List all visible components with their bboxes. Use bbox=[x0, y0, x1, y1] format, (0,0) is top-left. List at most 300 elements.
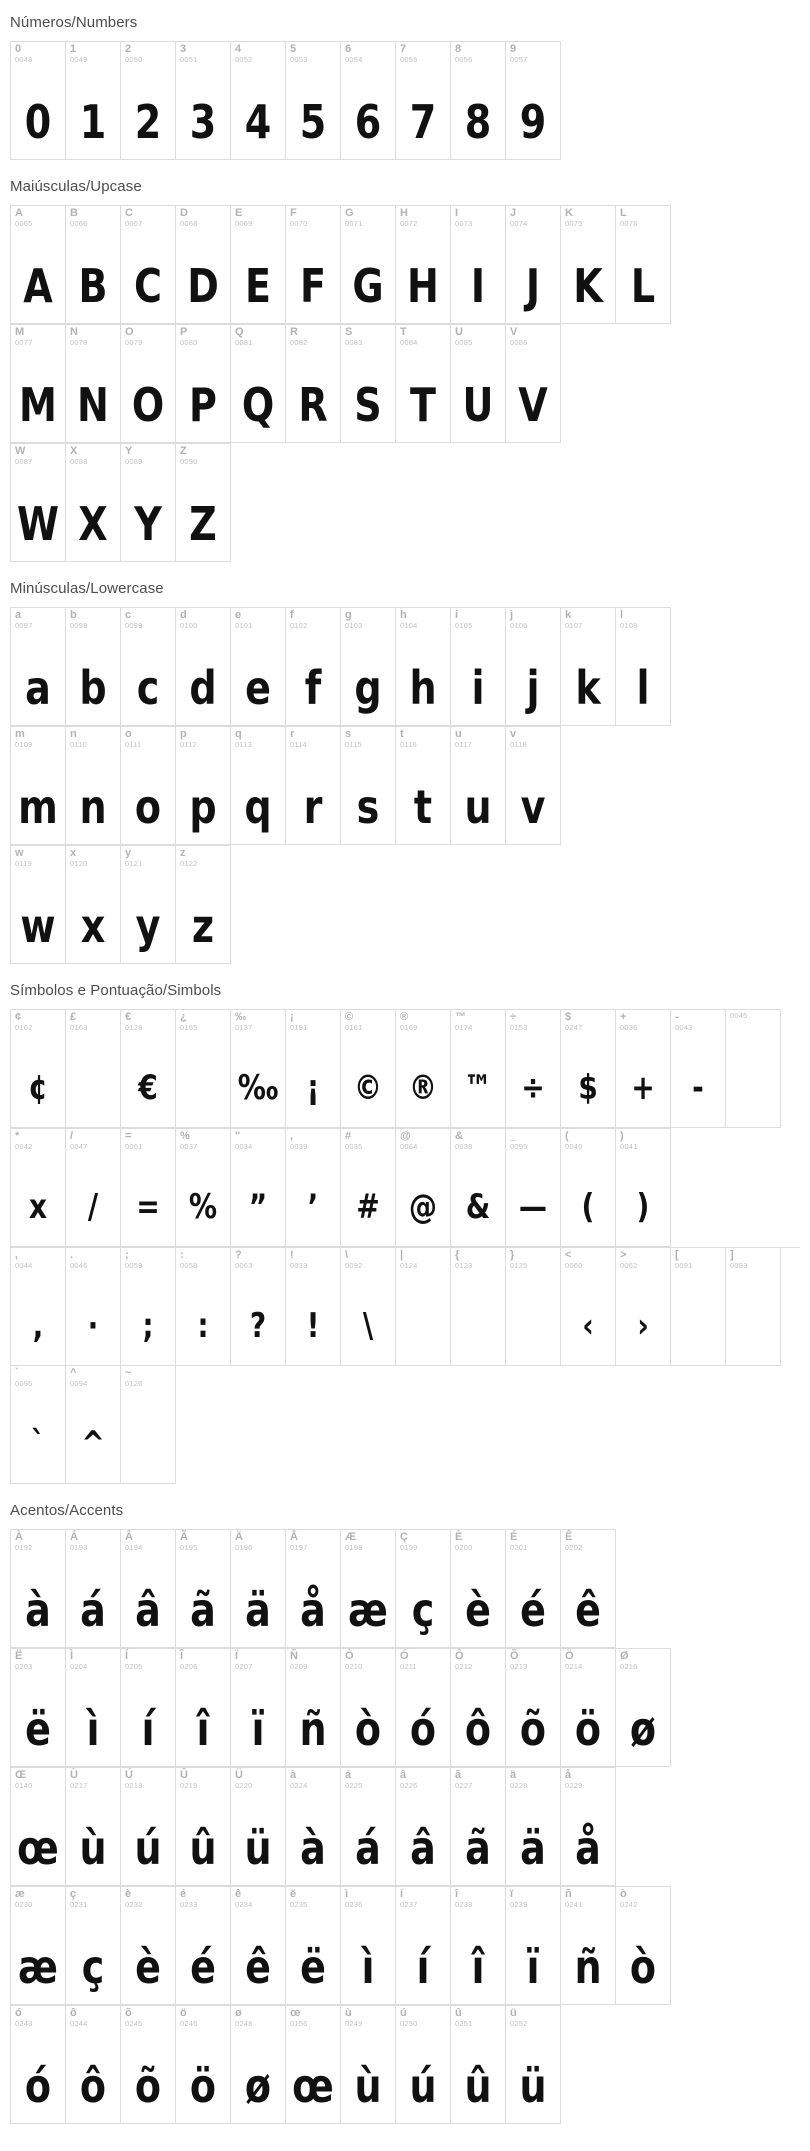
glyph-cell[interactable] bbox=[11, 608, 66, 726]
glyph-cell[interactable] bbox=[451, 2006, 506, 2124]
glyph-code-label: 0126 bbox=[125, 1378, 143, 1388]
glyph-cell[interactable] bbox=[11, 206, 66, 324]
glyph-cell[interactable] bbox=[506, 1887, 561, 2005]
glyph-cell[interactable] bbox=[451, 1530, 506, 1648]
glyph-char-label: í bbox=[400, 1888, 404, 1900]
glyph-cell[interactable] bbox=[66, 846, 121, 964]
glyph-cell[interactable] bbox=[121, 206, 176, 324]
glyph-cell[interactable] bbox=[176, 1649, 231, 1767]
glyph-cell[interactable] bbox=[66, 1129, 121, 1247]
glyph-char-label: Ó bbox=[400, 1650, 409, 1662]
glyph-sample: ü bbox=[519, 2059, 547, 2113]
glyph-cell[interactable] bbox=[396, 1530, 451, 1648]
glyph-cell[interactable] bbox=[11, 727, 66, 845]
glyph-code-label: 0245 bbox=[125, 2018, 143, 2028]
glyph-cell[interactable] bbox=[231, 1768, 286, 1886]
glyph-sample: á bbox=[80, 1583, 106, 1637]
glyph-cell[interactable] bbox=[121, 325, 176, 443]
glyph-cell[interactable] bbox=[396, 2006, 451, 2124]
glyph-meta bbox=[565, 610, 583, 629]
glyph-meta bbox=[70, 446, 88, 465]
glyph-cell[interactable] bbox=[286, 1129, 341, 1247]
glyph-char-label: z bbox=[180, 847, 186, 859]
glyph-code-label: 0230 bbox=[15, 1899, 33, 1909]
glyph-cell[interactable] bbox=[66, 444, 121, 562]
glyph-code-label: 0237 bbox=[400, 1899, 418, 1909]
glyph-sample: ñ bbox=[574, 1940, 602, 1994]
section-lowercase bbox=[10, 566, 800, 964]
glyph-meta bbox=[455, 44, 473, 63]
glyph-meta bbox=[290, 208, 308, 227]
glyph-cell[interactable] bbox=[341, 1768, 396, 1886]
glyph-char-label: Ô bbox=[455, 1650, 464, 1662]
glyph-cell[interactable] bbox=[616, 1129, 671, 1247]
glyph-meta bbox=[70, 729, 87, 748]
glyph-cell[interactable] bbox=[506, 325, 561, 443]
glyph-char-label: ü bbox=[510, 2007, 517, 2019]
glyph-char-label: m bbox=[15, 728, 25, 740]
glyph-cell[interactable] bbox=[506, 1129, 561, 1247]
glyph-char-label: = bbox=[125, 1130, 132, 1142]
glyph-meta bbox=[125, 1532, 143, 1551]
glyph-sample: V bbox=[518, 378, 548, 432]
glyph-char-label: a bbox=[15, 609, 22, 621]
glyph-cell[interactable] bbox=[11, 1649, 66, 1767]
glyph-code-label: 0224 bbox=[290, 1780, 308, 1790]
glyph-meta bbox=[345, 1012, 363, 1031]
glyph-cell[interactable] bbox=[396, 1129, 451, 1247]
glyph-cell[interactable] bbox=[11, 1887, 66, 2005]
glyph-code-label: 0067 bbox=[125, 218, 143, 228]
glyph-char-label: ^ bbox=[70, 1367, 77, 1379]
glyph-cell[interactable] bbox=[561, 1887, 616, 2005]
glyph-cell[interactable] bbox=[561, 1248, 616, 1366]
glyph-cell[interactable] bbox=[451, 1010, 506, 1128]
glyph-cell[interactable] bbox=[121, 1649, 176, 1767]
glyph-sample: ö bbox=[189, 2059, 217, 2113]
glyph-meta bbox=[235, 44, 253, 63]
glyph-meta bbox=[620, 1250, 638, 1269]
glyph-sample: J bbox=[525, 259, 541, 313]
glyph-cell[interactable] bbox=[176, 2006, 231, 2124]
glyph-cell[interactable] bbox=[121, 1248, 176, 1366]
glyph-cell[interactable] bbox=[11, 1366, 66, 1484]
glyph-code-label: 0107 bbox=[565, 620, 583, 630]
glyph-cell[interactable] bbox=[231, 325, 286, 443]
glyph-char-label: + bbox=[620, 1011, 627, 1023]
glyph-cell[interactable] bbox=[176, 608, 231, 726]
glyph-cell[interactable] bbox=[11, 325, 66, 443]
glyph-code-label: 0089 bbox=[125, 456, 143, 466]
glyph-cell[interactable] bbox=[506, 1010, 561, 1128]
glyph-cell[interactable] bbox=[396, 42, 451, 160]
glyph-cell[interactable] bbox=[286, 206, 341, 324]
glyph-code-label: 0227 bbox=[455, 1780, 473, 1790]
glyph-cell[interactable] bbox=[176, 206, 231, 324]
glyph-cell[interactable] bbox=[11, 444, 66, 562]
glyph-cell[interactable] bbox=[11, 1530, 66, 1648]
glyph-code-label: 0193 bbox=[70, 1542, 88, 1552]
glyph-cell[interactable] bbox=[231, 1248, 286, 1366]
glyph-cell[interactable] bbox=[176, 325, 231, 443]
glyph-cell[interactable] bbox=[66, 1530, 121, 1648]
glyph-char-label: B bbox=[70, 207, 78, 219]
glyph-cell[interactable] bbox=[231, 608, 286, 726]
glyph-cell[interactable] bbox=[506, 206, 561, 324]
glyph-cell[interactable] bbox=[66, 325, 121, 443]
glyph-cell[interactable] bbox=[451, 1649, 506, 1767]
glyph-cell[interactable] bbox=[121, 608, 176, 726]
glyph-char-label: q bbox=[235, 728, 242, 740]
glyph-cell[interactable] bbox=[451, 325, 506, 443]
glyph-char-label: P bbox=[180, 326, 188, 338]
glyph-cell[interactable] bbox=[286, 325, 341, 443]
glyph-cell[interactable] bbox=[121, 1887, 176, 2005]
glyph-sample: R bbox=[298, 378, 328, 432]
glyph-cell[interactable] bbox=[176, 1248, 231, 1366]
glyph-cell[interactable] bbox=[451, 608, 506, 726]
glyph-char-label: ì bbox=[345, 1888, 349, 1900]
glyph-cell[interactable] bbox=[396, 727, 451, 845]
glyph-meta bbox=[70, 208, 88, 227]
glyph-code-label: 0124 bbox=[400, 1260, 418, 1270]
glyph-meta bbox=[400, 1889, 418, 1908]
glyph-cell[interactable] bbox=[506, 727, 561, 845]
glyph-cell[interactable] bbox=[396, 1649, 451, 1767]
glyph-sample: è bbox=[135, 1940, 161, 1994]
glyph-cell[interactable] bbox=[286, 2006, 341, 2124]
glyph-sample: l bbox=[636, 661, 650, 715]
glyph-code-label: 0033 bbox=[290, 1260, 308, 1270]
glyph-char-label: K bbox=[565, 207, 573, 219]
glyph-cell[interactable] bbox=[66, 1366, 121, 1484]
glyph-meta bbox=[235, 729, 252, 748]
glyph-cell[interactable] bbox=[66, 727, 121, 845]
glyph-cell[interactable] bbox=[176, 1768, 231, 1886]
glyph-code-label: 0105 bbox=[455, 620, 473, 630]
glyph-char-label: G bbox=[345, 207, 354, 219]
glyph-sample: 9 bbox=[519, 95, 547, 149]
glyph-char-label: R bbox=[290, 326, 298, 338]
glyph-char-label: Œ bbox=[15, 1769, 26, 1781]
glyph-cell[interactable] bbox=[561, 1010, 616, 1128]
glyph-char-label: ö bbox=[180, 2007, 187, 2019]
glyph-cell[interactable] bbox=[231, 1649, 286, 1767]
glyph-sample: W bbox=[16, 497, 60, 551]
glyph-cell[interactable] bbox=[616, 1248, 671, 1366]
glyph-cell[interactable] bbox=[396, 1887, 451, 2005]
glyph-code-label: 0042 bbox=[15, 1141, 33, 1151]
glyph-char-label: ë bbox=[290, 1888, 297, 1900]
glyph-cell[interactable] bbox=[451, 42, 506, 160]
glyph-cell[interactable] bbox=[176, 1887, 231, 2005]
glyph-meta bbox=[455, 1770, 473, 1789]
glyph-meta bbox=[345, 327, 363, 346]
glyph-meta bbox=[180, 1012, 198, 1031]
glyph-cell[interactable] bbox=[506, 1248, 561, 1366]
glyph-cell[interactable] bbox=[11, 2006, 66, 2124]
glyph-sample: 8 bbox=[464, 95, 492, 149]
glyph-code-label: 0046 bbox=[70, 1260, 88, 1270]
glyph-meta bbox=[565, 1250, 583, 1269]
glyph-cell[interactable] bbox=[341, 608, 396, 726]
glyph-sample: ë bbox=[300, 1940, 326, 1994]
glyph-char-label: I bbox=[455, 207, 459, 219]
glyph-cell[interactable] bbox=[66, 608, 121, 726]
glyph-cell[interactable] bbox=[231, 1530, 286, 1648]
glyph-cell[interactable] bbox=[66, 1649, 121, 1767]
glyph-cell[interactable] bbox=[231, 206, 286, 324]
glyph-cell[interactable] bbox=[121, 1129, 176, 1247]
glyph-code-label: 0252 bbox=[510, 2018, 528, 2028]
glyph-cell[interactable] bbox=[506, 1649, 561, 1767]
glyph-code-label: 0121 bbox=[125, 858, 143, 868]
glyph-code-label: 0216 bbox=[620, 1661, 638, 1671]
glyph-sample: ô bbox=[79, 2059, 107, 2113]
glyph-code-label: 0102 bbox=[290, 620, 308, 630]
glyph-code-label: 0040 bbox=[565, 1141, 583, 1151]
glyph-cell[interactable] bbox=[11, 846, 66, 964]
glyph-char-label: U bbox=[455, 326, 463, 338]
glyph-cell[interactable] bbox=[506, 42, 561, 160]
glyph-meta bbox=[345, 1250, 363, 1269]
glyph-cell[interactable] bbox=[341, 206, 396, 324]
glyph-cell[interactable] bbox=[121, 1366, 176, 1484]
glyph-meta bbox=[125, 1770, 143, 1789]
glyph-row bbox=[10, 1886, 671, 2005]
glyph-cell[interactable] bbox=[451, 1768, 506, 1886]
glyph-cell[interactable] bbox=[121, 2006, 176, 2124]
glyph-cell[interactable] bbox=[451, 206, 506, 324]
glyph-cell[interactable] bbox=[451, 1129, 506, 1247]
glyph-code-label: 0035 bbox=[345, 1141, 363, 1151]
glyph-sample: s bbox=[356, 780, 380, 834]
glyph-char-label: A bbox=[15, 207, 23, 219]
glyph-cell[interactable] bbox=[66, 1010, 121, 1128]
glyph-cell[interactable] bbox=[671, 1010, 726, 1128]
glyph-cell[interactable] bbox=[231, 42, 286, 160]
glyph-cell[interactable] bbox=[561, 1768, 616, 1886]
glyph-cell[interactable] bbox=[506, 1530, 561, 1648]
glyph-cell[interactable] bbox=[451, 1887, 506, 2005]
glyph-meta bbox=[565, 1012, 583, 1031]
glyph-meta bbox=[15, 1250, 33, 1269]
glyph-cell[interactable] bbox=[121, 1530, 176, 1648]
glyph-sample: % bbox=[188, 1187, 218, 1227]
glyph-cell[interactable] bbox=[286, 608, 341, 726]
glyph-cell[interactable] bbox=[341, 1530, 396, 1648]
glyph-sample: 6 bbox=[354, 95, 382, 149]
glyph-char-label: 6 bbox=[345, 43, 352, 55]
glyph-char-label: T bbox=[400, 326, 407, 338]
sections-container bbox=[10, 0, 800, 2124]
glyph-sample: Q bbox=[241, 378, 275, 432]
glyph-cell[interactable] bbox=[176, 727, 231, 845]
glyph-cell[interactable] bbox=[561, 206, 616, 324]
glyph-meta bbox=[455, 1532, 473, 1551]
glyph-code-label: 0063 bbox=[235, 1260, 253, 1270]
glyph-cell[interactable] bbox=[726, 1010, 781, 1128]
glyph-cell[interactable] bbox=[616, 1010, 671, 1128]
glyph-cell[interactable] bbox=[176, 1010, 231, 1128]
glyph-cell[interactable] bbox=[396, 608, 451, 726]
glyph-cell[interactable] bbox=[176, 444, 231, 562]
glyph-cell[interactable] bbox=[396, 206, 451, 324]
glyph-cell[interactable] bbox=[11, 42, 66, 160]
glyph-sample: ) bbox=[636, 1187, 650, 1227]
glyph-char-label: . bbox=[70, 1249, 74, 1261]
glyph-meta bbox=[620, 610, 638, 629]
glyph-sample: A bbox=[23, 259, 53, 313]
glyph-cell[interactable] bbox=[11, 1010, 66, 1128]
glyph-cell[interactable] bbox=[561, 1649, 616, 1767]
glyph-sample: ã bbox=[465, 1821, 491, 1875]
glyph-cell[interactable] bbox=[66, 1248, 121, 1366]
glyph-cell[interactable] bbox=[121, 1010, 176, 1128]
glyph-cell[interactable] bbox=[231, 1887, 286, 2005]
glyph-cell[interactable] bbox=[616, 1887, 671, 2005]
glyph-code-label: 0213 bbox=[510, 1661, 528, 1671]
glyph-sample: ò bbox=[629, 1940, 657, 1994]
glyph-cell[interactable] bbox=[286, 1010, 341, 1128]
glyph-sample: ï bbox=[251, 1702, 265, 1756]
glyph-meta bbox=[70, 610, 88, 629]
glyph-cell[interactable] bbox=[231, 1129, 286, 1247]
glyph-cell[interactable] bbox=[66, 42, 121, 160]
glyph-cell[interactable] bbox=[341, 1010, 396, 1128]
glyph-cell[interactable] bbox=[11, 1129, 66, 1247]
glyph-cell[interactable] bbox=[561, 1530, 616, 1648]
glyph-cell[interactable] bbox=[341, 727, 396, 845]
glyph-char-label: Ï bbox=[235, 1650, 239, 1662]
glyph-code-label: 0234 bbox=[235, 1899, 253, 1909]
glyph-cell[interactable] bbox=[176, 1530, 231, 1648]
glyph-cell[interactable] bbox=[121, 42, 176, 160]
glyph-code-label: 0209 bbox=[290, 1661, 308, 1671]
glyph-meta bbox=[345, 1770, 363, 1789]
glyph-cell[interactable] bbox=[506, 1768, 561, 1886]
glyph-row bbox=[10, 1128, 671, 1247]
glyph-cell[interactable] bbox=[561, 608, 616, 726]
glyph-cell[interactable] bbox=[66, 1887, 121, 2005]
glyph-cell[interactable] bbox=[286, 1887, 341, 2005]
glyph-char-label: ú bbox=[400, 2007, 407, 2019]
glyph-cell[interactable] bbox=[11, 1248, 66, 1366]
glyph-cell[interactable] bbox=[451, 727, 506, 845]
glyph-cell[interactable] bbox=[726, 1248, 781, 1366]
glyph-cell[interactable] bbox=[176, 1129, 231, 1247]
glyph-meta bbox=[125, 610, 143, 629]
glyph-cell[interactable] bbox=[176, 846, 231, 964]
glyph-cell[interactable] bbox=[121, 846, 176, 964]
glyph-meta bbox=[565, 1889, 583, 1908]
glyph-cell[interactable] bbox=[121, 727, 176, 845]
glyph-cell[interactable] bbox=[341, 325, 396, 443]
glyph-code-label: 0250 bbox=[400, 2018, 418, 2028]
glyph-meta bbox=[180, 2008, 198, 2027]
glyph-cell[interactable] bbox=[66, 2006, 121, 2124]
glyph-cell[interactable] bbox=[231, 1010, 286, 1128]
glyph-cell[interactable] bbox=[396, 1010, 451, 1128]
glyph-cell[interactable] bbox=[286, 1530, 341, 1648]
glyph-meta bbox=[400, 1250, 418, 1269]
glyph-meta bbox=[455, 1889, 473, 1908]
glyph-cell[interactable] bbox=[341, 2006, 396, 2124]
glyph-meta bbox=[620, 1651, 638, 1670]
glyph-cell[interactable] bbox=[66, 1768, 121, 1886]
glyph-cell[interactable] bbox=[451, 1248, 506, 1366]
glyph-code-label: 0117 bbox=[455, 739, 472, 749]
glyph-cell[interactable] bbox=[506, 2006, 561, 2124]
glyph-char-label: % bbox=[180, 1130, 190, 1142]
glyph-meta bbox=[620, 208, 638, 227]
glyph-sample: H bbox=[407, 259, 439, 313]
glyph-cell[interactable] bbox=[286, 1768, 341, 1886]
glyph-char-label: H bbox=[400, 207, 408, 219]
glyph-code-label: 0231 bbox=[70, 1899, 88, 1909]
glyph-cell[interactable] bbox=[341, 1248, 396, 1366]
glyph-cell[interactable] bbox=[286, 727, 341, 845]
glyph-cell[interactable] bbox=[66, 206, 121, 324]
glyph-code-label: 0053 bbox=[290, 54, 308, 64]
glyph-cell[interactable] bbox=[616, 206, 671, 324]
glyph-code-label: 0125 bbox=[510, 1260, 528, 1270]
glyph-cell[interactable] bbox=[341, 1129, 396, 1247]
glyph-cell[interactable] bbox=[121, 1768, 176, 1886]
glyph-meta bbox=[15, 1368, 33, 1387]
glyph-cell[interactable] bbox=[506, 608, 561, 726]
glyph-meta bbox=[345, 1131, 363, 1150]
glyph-sample: - bbox=[692, 1068, 704, 1108]
glyph-char-label: ä bbox=[510, 1769, 517, 1781]
glyph-char-label: " bbox=[235, 1130, 241, 1142]
glyph-char-label: v bbox=[510, 728, 517, 740]
glyph-sample: æ bbox=[18, 1940, 58, 1994]
glyph-cell[interactable] bbox=[231, 727, 286, 845]
glyph-code-label: 0043 bbox=[675, 1022, 693, 1032]
glyph-code-label: 0206 bbox=[180, 1661, 198, 1671]
glyph-cell[interactable] bbox=[396, 1248, 451, 1366]
glyph-code-label: 0113 bbox=[235, 739, 252, 749]
glyph-cell[interactable] bbox=[286, 1649, 341, 1767]
glyph-cell[interactable] bbox=[286, 1248, 341, 1366]
glyph-cell[interactable] bbox=[121, 444, 176, 562]
glyph-cell[interactable] bbox=[286, 42, 341, 160]
glyph-sample: õ bbox=[519, 1702, 547, 1756]
glyph-cell[interactable] bbox=[11, 1768, 66, 1886]
glyph-row bbox=[10, 845, 231, 964]
glyph-sample: L bbox=[630, 259, 656, 313]
glyph-code-label: 0108 bbox=[620, 620, 638, 630]
glyph-meta bbox=[15, 1889, 33, 1908]
glyph-cell[interactable] bbox=[341, 1649, 396, 1767]
glyph-meta bbox=[125, 446, 143, 465]
glyph-cell[interactable] bbox=[341, 42, 396, 160]
glyph-cell[interactable] bbox=[671, 1248, 726, 1366]
glyph-sample: j bbox=[526, 661, 540, 715]
glyph-cell[interactable] bbox=[176, 42, 231, 160]
glyph-cell[interactable] bbox=[561, 1129, 616, 1247]
glyph-cell[interactable] bbox=[396, 325, 451, 443]
glyph-sample: å bbox=[575, 1821, 601, 1875]
glyph-cell[interactable] bbox=[231, 2006, 286, 2124]
glyph-meta bbox=[455, 1012, 473, 1031]
glyph-cell[interactable] bbox=[341, 1887, 396, 2005]
glyph-cell[interactable] bbox=[396, 1768, 451, 1886]
glyph-cell[interactable] bbox=[616, 608, 671, 726]
glyph-meta bbox=[510, 1131, 528, 1150]
glyph-cell[interactable] bbox=[616, 1649, 671, 1767]
